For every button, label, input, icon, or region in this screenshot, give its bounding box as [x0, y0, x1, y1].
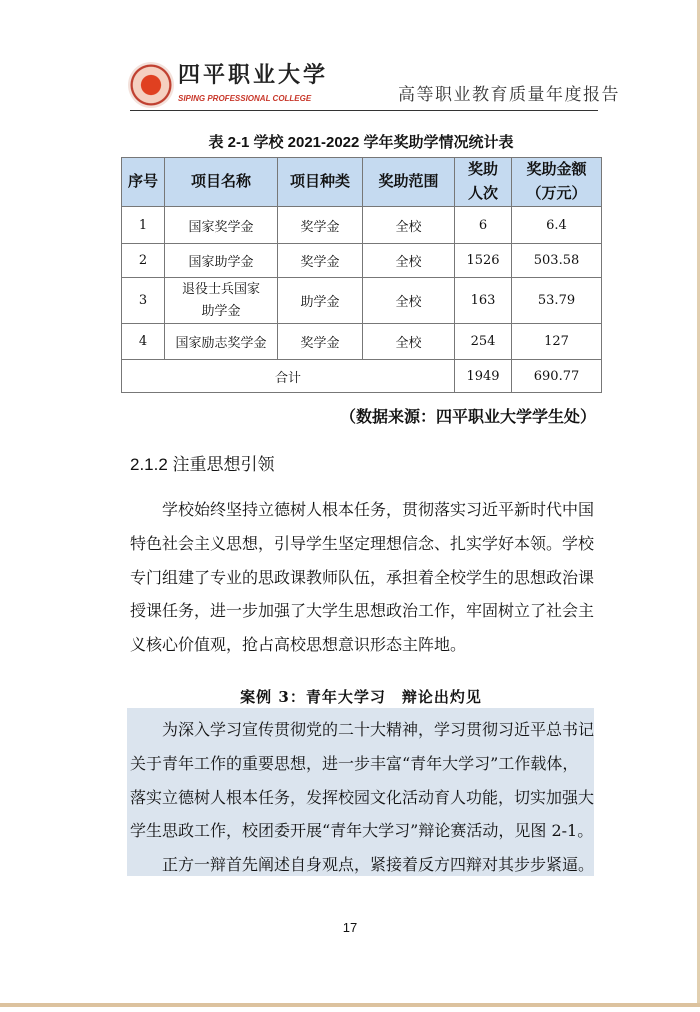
- header-line: 奖助金额: [526, 161, 587, 178]
- case-title: 案例 3：青年大学习 辩论出灼见: [240, 688, 482, 706]
- text-line: 正方一辩首先阐述自身观点，紧接着反方四辩对其步步紧逼。: [162, 855, 595, 875]
- school-name-en: SIPING PROFESSIONAL COLLEGE: [178, 94, 312, 103]
- text-line: 学生思政工作，校团委开展“青年大学习”辩论赛活动，见图 2-1。: [130, 821, 594, 841]
- cell: 全校: [363, 244, 455, 278]
- cell: 163: [455, 278, 512, 324]
- header-cell: 项目名称: [165, 158, 278, 207]
- school-emblem-icon: [128, 62, 174, 108]
- cell: 127: [512, 324, 602, 360]
- cell-line: 助学金: [201, 303, 241, 319]
- section-paragraph: [130, 493, 596, 662]
- page-edge: [0, 1003, 700, 1007]
- table-row: [122, 324, 602, 360]
- total-count: 1949: [455, 360, 512, 393]
- text-line: 落实立德树人根本任务，发挥校园文化活动育人功能，切实加强大: [130, 787, 595, 807]
- cell: 奖学金: [278, 324, 363, 360]
- cell: 6.4: [512, 207, 602, 244]
- text-line: 授课任务，进一步加强了大学生思想政治工作，牢固树立了社会主: [130, 601, 595, 621]
- cell: 2: [122, 244, 165, 278]
- section-heading: 2.1.2 注重思想引领: [130, 455, 275, 474]
- case-paragraph: [130, 713, 596, 882]
- report-title: 高等职业教育质量年度报告: [398, 85, 620, 105]
- page-number: 17: [342, 920, 358, 935]
- cell: 国家奖学金: [165, 207, 278, 244]
- cell: 503.58: [512, 244, 602, 278]
- header-cell: 奖助范围: [363, 158, 455, 207]
- cell: 奖学金: [278, 207, 363, 244]
- cell: 全校: [363, 324, 455, 360]
- text-line: 学校始终坚持立德树人根本任务，贯彻落实习近平新时代中国: [162, 500, 595, 519]
- header-line: （万元）: [526, 185, 587, 202]
- text-line: 专门组建了专业的思政课教师队伍，承担着全校学生的思想政治课: [130, 567, 595, 587]
- header-divider: [130, 110, 598, 111]
- table-row: [122, 207, 602, 244]
- table-row: [122, 278, 602, 324]
- cell: 奖学金: [278, 244, 363, 278]
- cell-line: 退役士兵国家: [181, 281, 260, 297]
- cell: [165, 278, 278, 324]
- cell: 1: [122, 207, 165, 244]
- cell: 国家助学金: [165, 244, 278, 278]
- header-cell: 序号: [122, 158, 165, 207]
- cell: 53.79: [512, 278, 602, 324]
- table-title: 表 2-1 学校 2021-2022 学年奖助学情况统计表: [208, 134, 514, 151]
- header-cell: [512, 158, 602, 207]
- cell: 3: [122, 278, 165, 324]
- text-line: 关于青年工作的重要思想，进一步丰富“青年大学习”工作载体，: [130, 753, 579, 773]
- scholarship-table: [121, 157, 602, 393]
- text-line: 为深入学习宣传贯彻党的二十大精神，学习贯彻习近平总书记: [162, 720, 595, 739]
- cell: 国家励志奖学金: [165, 324, 278, 360]
- cell: 254: [455, 324, 512, 360]
- total-amount: 690.77: [512, 360, 602, 393]
- cell: 4: [122, 324, 165, 360]
- total-label: 合计: [122, 360, 455, 393]
- header-cell: 奖助人次: [455, 158, 512, 207]
- text-line: 特色社会主义思想，引导学生坚定理想信念、扎实学好本领。学校: [130, 533, 595, 553]
- header-cell: 项目种类: [278, 158, 363, 207]
- table-header-row: [122, 158, 602, 207]
- cell: 1526: [455, 244, 512, 278]
- table-total-row: [122, 360, 602, 393]
- cell: 6: [455, 207, 512, 244]
- text-line: 义核心价值观，抢占高校思想意识形态主阵地。: [130, 635, 467, 655]
- cell: 全校: [363, 278, 455, 324]
- cell: 助学金: [278, 278, 363, 324]
- school-name-cn: 四平职业大学: [178, 62, 329, 88]
- data-source: （数据来源：四平职业大学学生处）: [339, 409, 596, 426]
- table-row: [122, 244, 602, 278]
- cell: 全校: [363, 207, 455, 244]
